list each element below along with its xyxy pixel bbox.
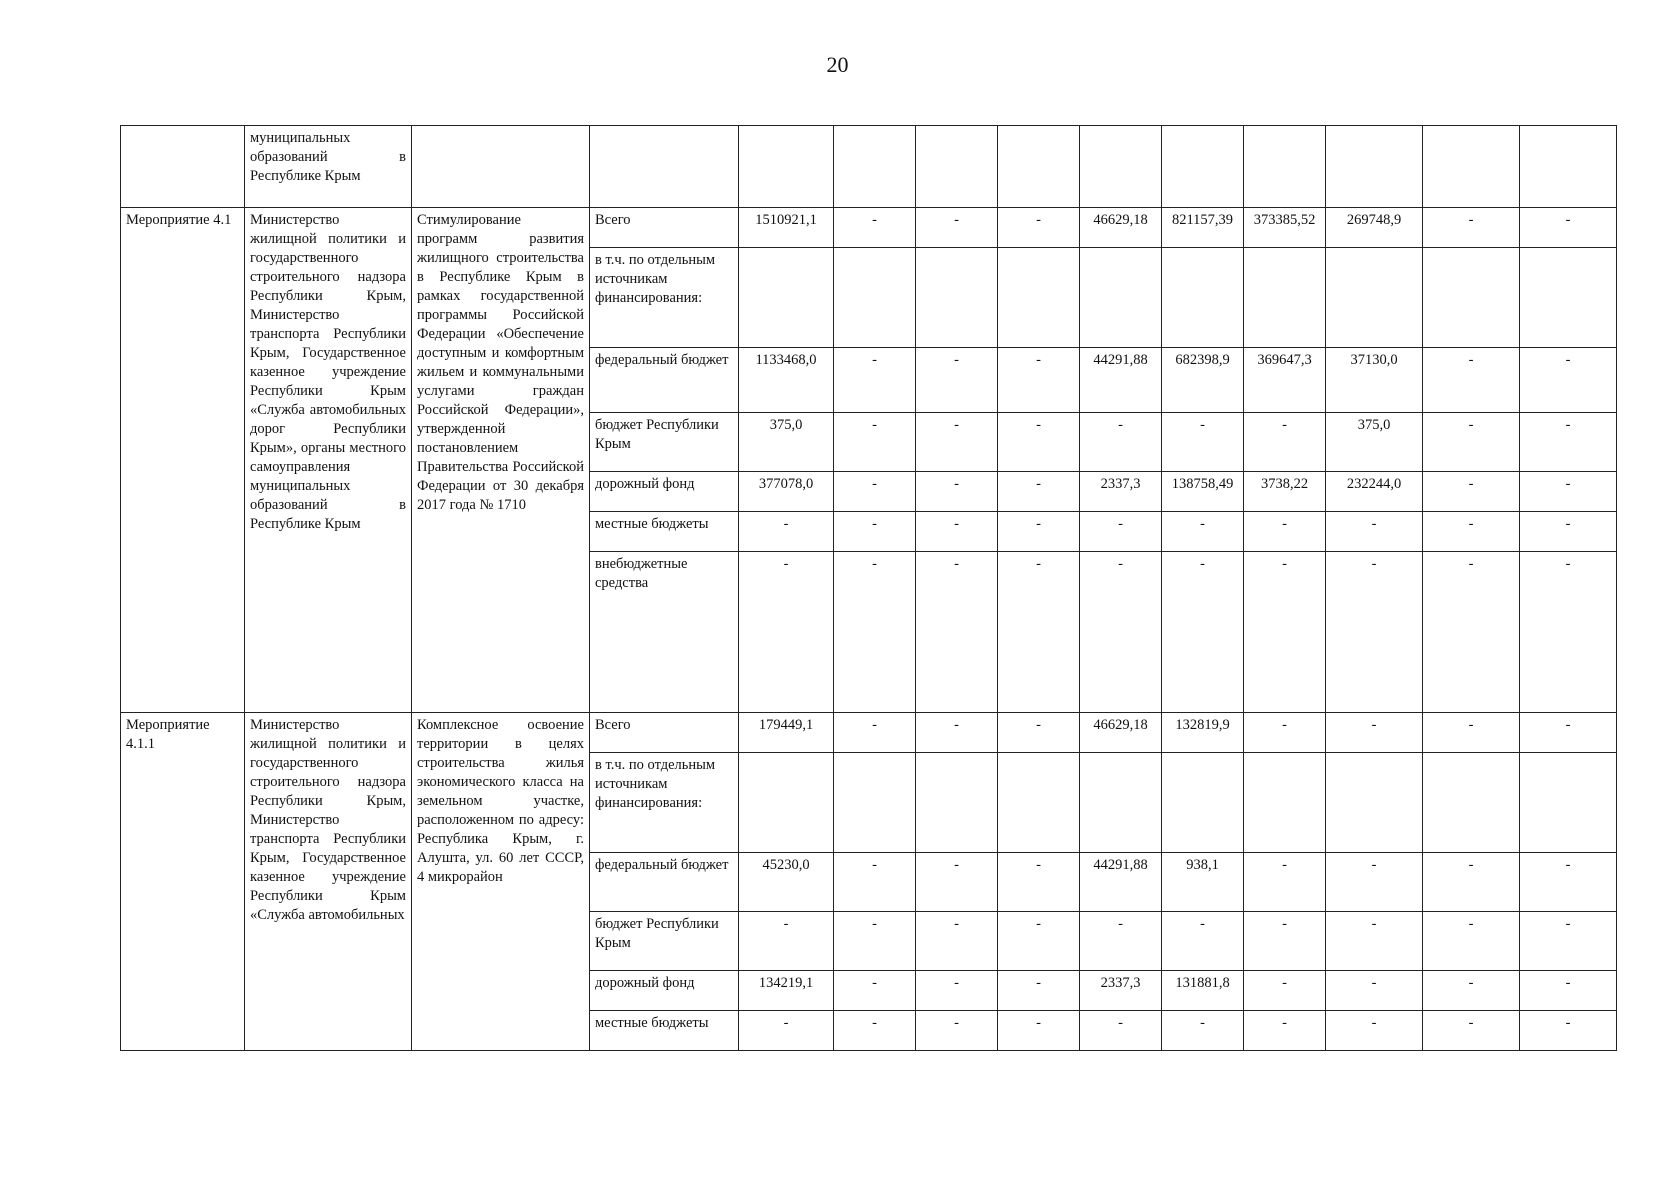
value-cell: - — [1423, 971, 1520, 1011]
executor-cell: Министерство жилищной политики и государственного строительного надзора Республики Крым, Министерство транспорта Республики Крым, Государственное казенное учреждение Республики Крым «Служба автомобильных дорог Республики Крым», органы местного самоуправления муниципальных образований в Республике Крым — [245, 208, 412, 713]
value-cell: 46629,18 — [1080, 208, 1162, 248]
value-cell: 132819,9 — [1162, 713, 1244, 753]
value-cell: 2337,3 — [1080, 971, 1162, 1011]
value-cell: 232244,0 — [1326, 472, 1423, 512]
value-cell: - — [1520, 552, 1617, 713]
value-cell: 375,0 — [739, 413, 834, 472]
value-cell: - — [739, 552, 834, 713]
source-cell: Всего — [590, 713, 739, 753]
executor-cell: Министерство жилищной политики и государственного строительного надзора Республики Крым, Министерство транспорта Республики Крым, Государственное казенное учреждение Республики Крым «Служба автомобильных — [245, 713, 412, 1051]
description-cell — [412, 126, 590, 208]
value-cell: - — [739, 1011, 834, 1051]
value-cell — [916, 753, 998, 853]
page-number: 20 — [826, 52, 849, 77]
value-cell: - — [834, 512, 916, 552]
value-cell: - — [834, 208, 916, 248]
value-cell: 44291,88 — [1080, 348, 1162, 413]
value-cell: - — [1244, 552, 1326, 713]
source-cell — [590, 126, 739, 208]
budget-table — [120, 125, 1617, 1051]
value-cell: - — [1162, 512, 1244, 552]
value-cell: - — [998, 971, 1080, 1011]
value-cell: - — [1162, 1011, 1244, 1051]
value-cell: 3738,22 — [1244, 472, 1326, 512]
value-cell: - — [998, 413, 1080, 472]
value-cell: - — [834, 1011, 916, 1051]
value-cell: - — [1162, 413, 1244, 472]
value-cell: - — [1080, 413, 1162, 472]
value-cell: - — [916, 971, 998, 1011]
value-cell: - — [916, 348, 998, 413]
continuation-row — [121, 126, 1617, 208]
value-cell: - — [1520, 713, 1617, 753]
value-cell: - — [1080, 912, 1162, 971]
value-cell: 682398,9 — [1162, 348, 1244, 413]
value-cell: - — [834, 713, 916, 753]
value-cell: - — [1423, 348, 1520, 413]
value-cell: - — [916, 1011, 998, 1051]
source-cell: федеральный бюджет — [590, 853, 739, 912]
value-cell: 37130,0 — [1326, 348, 1423, 413]
value-cell: - — [1244, 413, 1326, 472]
value-cell: - — [1423, 413, 1520, 472]
value-cell: 131881,8 — [1162, 971, 1244, 1011]
value-cell — [1162, 753, 1244, 853]
value-cell: - — [1423, 512, 1520, 552]
value-cell — [1520, 248, 1617, 348]
source-cell: в т.ч. по отдельным источникам финансирования: — [590, 753, 739, 853]
value-cell: - — [1423, 552, 1520, 713]
value-cell: 44291,88 — [1080, 853, 1162, 912]
value-cell: - — [1244, 853, 1326, 912]
value-cell: - — [1520, 912, 1617, 971]
value-cell: - — [1326, 1011, 1423, 1051]
value-cell: - — [834, 971, 916, 1011]
value-cell: - — [1520, 208, 1617, 248]
value-cell: 179449,1 — [739, 713, 834, 753]
value-cell: - — [1423, 713, 1520, 753]
value-cell — [834, 248, 916, 348]
source-cell: дорожный фонд — [590, 472, 739, 512]
value-cell: - — [998, 713, 1080, 753]
value-cell — [1244, 248, 1326, 348]
source-cell: внебюджетные средства — [590, 552, 739, 713]
value-cell: - — [1162, 912, 1244, 971]
value-cell: - — [1244, 971, 1326, 1011]
value-cell: 2337,3 — [1080, 472, 1162, 512]
source-cell: в т.ч. по отдельным источникам финансирования: — [590, 248, 739, 348]
source-cell: бюджет Республики Крым — [590, 912, 739, 971]
value-cell: - — [834, 552, 916, 713]
source-cell: дорожный фонд — [590, 971, 739, 1011]
value-cell: - — [1326, 912, 1423, 971]
value-cell: - — [739, 912, 834, 971]
value-cell: - — [998, 512, 1080, 552]
value-cell: - — [1244, 713, 1326, 753]
value-cell — [1326, 753, 1423, 853]
value-cell: - — [1423, 208, 1520, 248]
value-cell — [998, 248, 1080, 348]
value-cell: 375,0 — [1326, 413, 1423, 472]
value-cell: - — [1244, 1011, 1326, 1051]
value-cell — [1080, 753, 1162, 853]
value-cell: - — [916, 208, 998, 248]
value-cell: - — [1162, 552, 1244, 713]
value-cell — [739, 753, 834, 853]
value-cell: 1133468,0 — [739, 348, 834, 413]
value-cell: 821157,39 — [1162, 208, 1244, 248]
value-cell: 373385,52 — [1244, 208, 1326, 248]
value-cell: - — [1423, 853, 1520, 912]
value-cell: - — [998, 208, 1080, 248]
value-cell: - — [834, 413, 916, 472]
description-cell: Комплексное освоение территории в целях строительства жилья экономического класса на земельном участке, расположенном по адресу: Республика Крым, г. Алушта, ул. 60 лет СССР, 4 микрорайон — [412, 713, 590, 1051]
value-cell: - — [1423, 1011, 1520, 1051]
source-cell: бюджет Республики Крым — [590, 413, 739, 472]
value-cell — [916, 248, 998, 348]
value-cell: - — [998, 1011, 1080, 1051]
value-cell — [739, 248, 834, 348]
value-cell: - — [1326, 853, 1423, 912]
value-cell — [1162, 248, 1244, 348]
value-cell — [1326, 248, 1423, 348]
value-cell: - — [916, 853, 998, 912]
value-cell: 138758,49 — [1162, 472, 1244, 512]
value-cell: - — [1080, 512, 1162, 552]
value-cell: - — [1326, 971, 1423, 1011]
value-cell: - — [916, 552, 998, 713]
value-cell: 377078,0 — [739, 472, 834, 512]
value-cell — [1423, 248, 1520, 348]
value-cell: - — [834, 912, 916, 971]
source-cell: местные бюджеты — [590, 512, 739, 552]
value-cell — [1520, 753, 1617, 853]
executor-cell: муниципальных образований в Республике Крым — [245, 126, 412, 208]
value-cell: - — [1520, 472, 1617, 512]
value-cell — [1244, 753, 1326, 853]
value-cell: - — [834, 853, 916, 912]
value-cell: 46629,18 — [1080, 713, 1162, 753]
value-cell: - — [1080, 552, 1162, 713]
value-cell: - — [998, 472, 1080, 512]
value-cell: - — [834, 348, 916, 413]
value-cell: - — [1520, 348, 1617, 413]
description-cell: Стимулирование программ развития жилищного строительства в Республике Крым в рамках государственной программы Российской Федерации «Обеспечение доступным и комфортным жильем и коммунальными услугами граждан Российской Федерации», утвержденной постановлением Правительства Российской Федерации от 30 декабря 2017 года № 1710 — [412, 208, 590, 713]
source-cell: Всего — [590, 208, 739, 248]
value-cell: - — [998, 912, 1080, 971]
measure-name-cell: Мероприятие 4.1.1 — [121, 713, 245, 1051]
value-cell: - — [1326, 713, 1423, 753]
value-cell: - — [916, 912, 998, 971]
value-cell: 1510921,1 — [739, 208, 834, 248]
value-cell: 369647,3 — [1244, 348, 1326, 413]
value-cell: - — [998, 853, 1080, 912]
value-cell: 938,1 — [1162, 853, 1244, 912]
value-cell: - — [834, 472, 916, 512]
value-cell — [834, 753, 916, 853]
value-cell: - — [916, 413, 998, 472]
value-cell: 269748,9 — [1326, 208, 1423, 248]
value-cell: 45230,0 — [739, 853, 834, 912]
value-cell — [1423, 753, 1520, 853]
funding-row — [121, 713, 1617, 753]
value-cell: - — [1423, 912, 1520, 971]
value-cell: - — [1520, 1011, 1617, 1051]
funding-row — [121, 208, 1617, 248]
source-cell: федеральный бюджет — [590, 348, 739, 413]
value-cell: - — [1520, 971, 1617, 1011]
value-cell: - — [998, 552, 1080, 713]
value-cell: - — [1326, 552, 1423, 713]
value-cell: - — [916, 512, 998, 552]
value-cell: - — [916, 472, 998, 512]
value-cell: - — [1244, 512, 1326, 552]
value-cell: - — [1423, 472, 1520, 512]
value-cell — [998, 753, 1080, 853]
value-cell: - — [916, 713, 998, 753]
value-cell: - — [1520, 413, 1617, 472]
value-cell: - — [1326, 512, 1423, 552]
source-cell: местные бюджеты — [590, 1011, 739, 1051]
value-cell: - — [739, 512, 834, 552]
value-cell: - — [1244, 912, 1326, 971]
measure-name-cell: Мероприятие 4.1 — [121, 208, 245, 713]
measure-name-cell — [121, 126, 245, 208]
value-cell: - — [1520, 853, 1617, 912]
value-cell — [1080, 248, 1162, 348]
value-cell: - — [1080, 1011, 1162, 1051]
value-cell: 134219,1 — [739, 971, 834, 1011]
value-cell: - — [1520, 512, 1617, 552]
value-cell: - — [998, 348, 1080, 413]
